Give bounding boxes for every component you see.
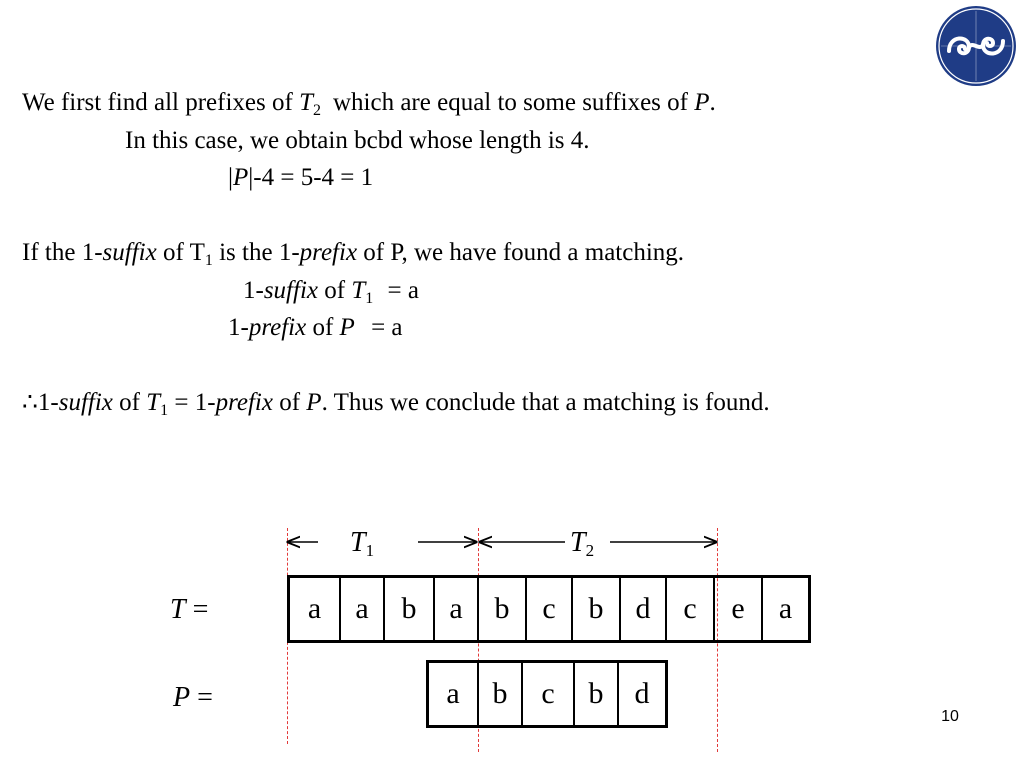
sequence-cell: b [575, 663, 619, 725]
text-T-label: T = [170, 594, 209, 625]
sequence-cell: c [523, 663, 575, 725]
institution-logo-icon [935, 5, 1017, 87]
t1-label: $T_1$ [350, 527, 375, 560]
sequence-cell: a [290, 578, 341, 640]
sequence-cell: a [341, 578, 385, 640]
pattern-sequence-P [426, 660, 668, 728]
text-line-4: If the 1-suffix of $T_1$ is the 1-prefix of P, we have found a matching. [22, 239, 685, 269]
text-line-3: |P|-4 = 5-4 = 1 [228, 164, 374, 191]
text-line-1: We first find all prefixes of $T_2$ which are equal to some suffixes of P. [22, 89, 716, 119]
sequence-cell: c [667, 578, 715, 640]
text-line-6: 1-prefix of P = a [228, 314, 403, 341]
segment-arrows [280, 530, 730, 554]
page-number: 10 [941, 708, 959, 725]
sequence-cell: b [573, 578, 621, 640]
sequence-cell: d [634, 677, 650, 710]
sequence-cell: c [527, 578, 573, 640]
text-line-5: 1-suffix of $T_1 = a$ [243, 277, 419, 307]
sequence-cell: a [778, 592, 793, 625]
sequence-cell: b [479, 663, 523, 725]
sequence-cell: b [385, 578, 435, 640]
text-line-7: ∴1-suffix of $T_1$ = 1-prefix of P. Thus we conclude that a matching is found. [22, 389, 770, 419]
text-sequence-T [287, 575, 811, 643]
sequence-cell: b [479, 578, 527, 640]
sequence-cell: a [429, 663, 479, 725]
sequence-cell: d [621, 578, 667, 640]
pattern-P-label: P = [173, 682, 213, 713]
sequence-cell: a [435, 578, 479, 640]
text-line-2: In this case, we obtain bcbd whose length is 4. [125, 127, 590, 154]
t2-label: $T_2$ [570, 527, 595, 560]
sequence-cell: e [715, 578, 763, 640]
